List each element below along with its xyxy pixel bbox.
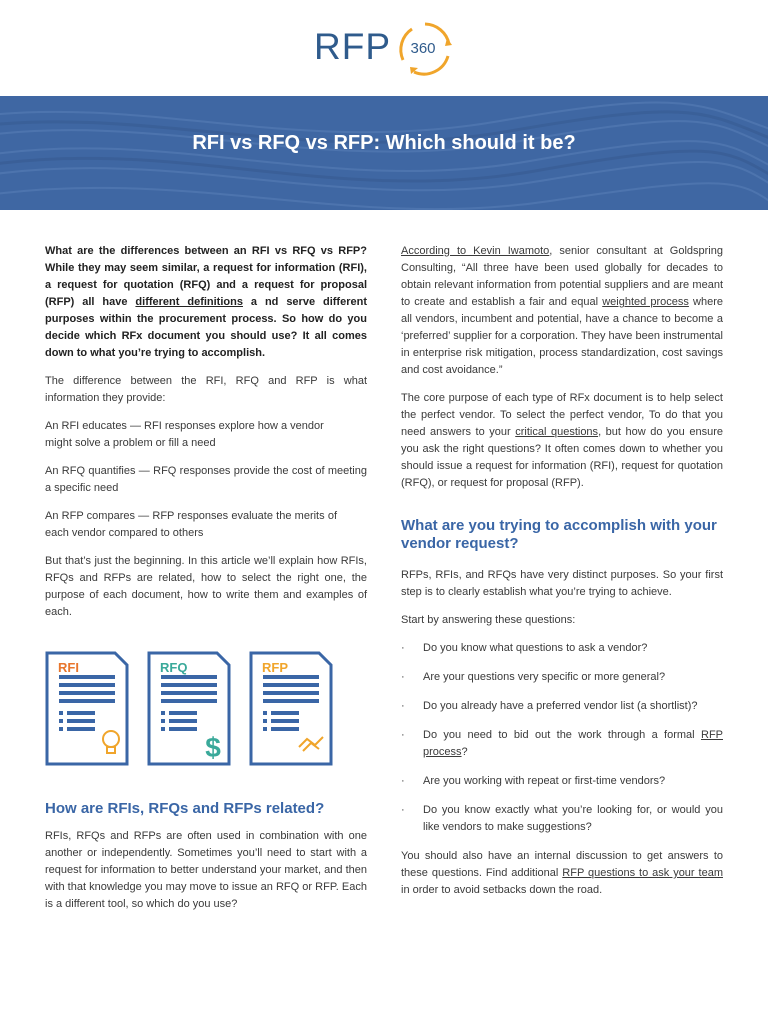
rfp-process-link[interactable]: RFP process <box>423 729 723 758</box>
right-column <box>401 243 723 910</box>
rfp-doc-label: RFP <box>262 660 288 675</box>
beginning-paragraph: But that’s just the beginning. In this article we’ll explain how RFIs, RFQs and RFPs are related, how to select the right one, the purpose of each document, how to write them and examples of each. <box>45 555 367 618</box>
difference-paragraph: The difference between the RFI, RFQ and RFP is what information they provide: <box>45 375 367 404</box>
left-column <box>45 243 367 924</box>
svg-text:$: $ <box>205 732 221 763</box>
rfp-questions-link[interactable]: RFP questions to ask your team <box>562 867 723 879</box>
rfi-doc-label: RFI <box>58 660 79 675</box>
list-item: · Do you need to bid out the work through a formal RFP process? <box>401 729 723 758</box>
rfi-educates-paragraph: An RFI educates — RFI responses explore how a vendor might solve a problem or fill a need <box>45 420 324 449</box>
core-purpose-paragraph <box>401 390 723 492</box>
intro-text-end: a nd serve different purposes within the procurement process. So how do you decide which RFx document you should use? It all comes down to what you’re trying to accomplish. <box>45 296 367 359</box>
questions-list <box>401 640 723 836</box>
start-answering-paragraph: Start by answering these questions: <box>401 614 576 626</box>
core-purpose-text: The core purpose of each type of RFx document is to help select the perfect vendor. To select the perfect vendor, To do that you need answers to your <box>401 392 723 438</box>
internal-discussion-paragraph <box>401 848 723 899</box>
internal-discussion-text: You should also have an internal discussion to get answers to these questions. Find additional <box>401 850 723 879</box>
weighted-process-link[interactable]: weighted process <box>602 296 689 308</box>
related-paragraph: RFIs, RFQs and RFPs are often used in combination with one another or independently. Sometimes you’ll need to start with a request for information to better understand your market, and then with that knowledge you may move to issue an RFQ or RFP. Each is a different tool, so which do you use? <box>45 830 367 910</box>
iwamoto-paragraph <box>401 243 723 379</box>
core-purpose-text-end: , but how do you ensure you ask the right questions? It often comes down to whether you should issue a request for information (RFI), request for quotation (RFQ), or request for proposal (RFP). <box>401 426 723 489</box>
list-item: · Do you know exactly what you’re looking for, or would you like vendors to make suggestions? <box>401 804 723 833</box>
critical-questions-link[interactable]: critical questions <box>515 426 599 438</box>
title-banner <box>0 96 768 210</box>
logo-number: 360 <box>410 40 436 57</box>
accomplish-heading: What are you trying to accomplish with your vendor request? <box>401 517 717 552</box>
rfq-doc-label: RFQ <box>160 660 188 675</box>
intro-paragraph <box>45 243 367 362</box>
rfq-quantifies-paragraph: An RFQ quantifies — RFQ responses provide the cost of meeting a specific need <box>45 465 367 494</box>
distinct-purposes-paragraph: RFPs, RFIs, and RFQs have very distinct purposes. So your first step is to clearly establish what you’re trying to achieve. <box>401 569 723 598</box>
list-item: · Are your questions very specific or more general? <box>401 671 666 683</box>
iwamoto-text-end: where all vendors, incumbent and potential, have a chance to become a ‘preferred’ supplier for a corporation. They have been instrumental in enterprise risk mitigation, process standardization, cost savings and cost avoidance.” <box>401 296 723 376</box>
page-title: RFI vs RFQ vs RFP: Which should it be? <box>192 132 576 154</box>
rfp360-logo <box>314 18 454 80</box>
rfp-compares-paragraph: An RFP compares — RFP responses evaluate the merits of each vendor compared to others <box>45 510 337 539</box>
iwamoto-text: , senior consultant at Goldspring Consulting, “All three have been used globally for decades to obtain relevant information from potential suppliers and are meant to create and establish a fair and equal <box>401 245 723 308</box>
kevin-iwamoto-link[interactable]: According to Kevin Iwamoto <box>401 245 550 257</box>
list-item: · Do you already have a preferred vendor list (a shortlist)? <box>401 700 698 712</box>
list-item: · Are you working with repeat or first-time vendors? <box>401 775 666 787</box>
document-icons-illustration <box>45 651 367 781</box>
related-heading: How are RFIs, RFQs and RFPs related? <box>45 800 325 817</box>
logo-text: RFP <box>314 26 391 67</box>
internal-discussion-text-end: in order to avoid setbacks down the road. <box>401 884 603 896</box>
different-definitions-link[interactable]: different definitions <box>135 296 243 308</box>
intro-text: What are the differences between an RFI vs RFQ vs RFP? While they may seem similar, a request for information (RFI), a request for quotation (RFQ) and a request for proposal (RFP) all have <box>45 245 367 308</box>
list-item: · Do you know what questions to ask a vendor? <box>401 642 648 654</box>
